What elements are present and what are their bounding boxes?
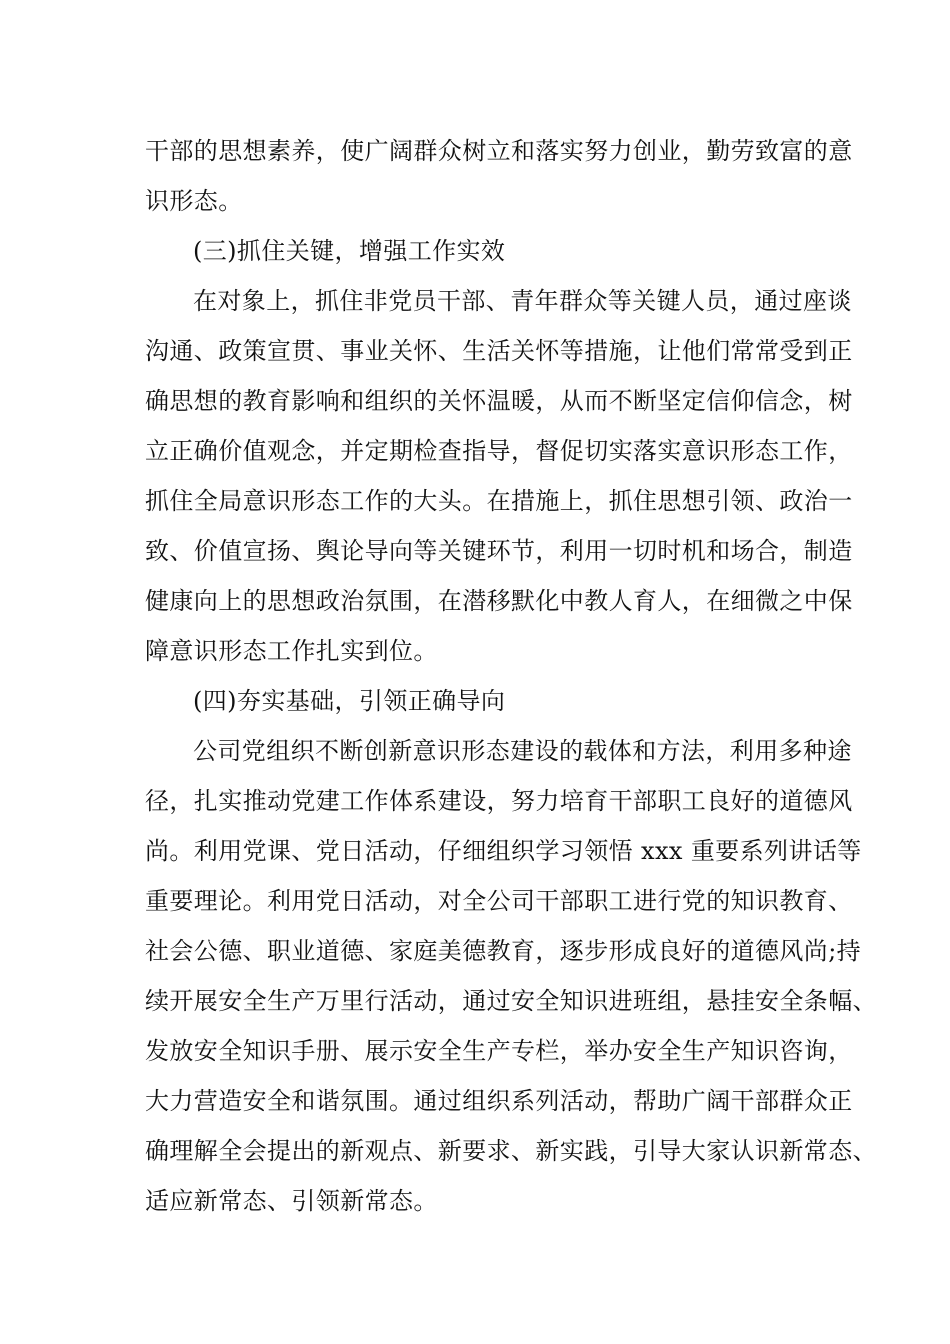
paragraph-line: 识形态。 — [145, 187, 243, 215]
paragraph-line: 重要理论。利用党日活动，对全公司干部职工进行党的知识教育、 — [145, 887, 853, 915]
paragraph-line: 社会公德、职业道德、家庭美德教育，逐步形成良好的道德风尚;持 — [145, 937, 862, 965]
section-heading: (三)抓住关键，增强工作实效 — [193, 237, 506, 265]
paragraph-line: 致、价值宣扬、舆论导向等关键环节，利用一切时机和场合，制造 — [145, 537, 853, 565]
paragraph-line: 发放安全知识手册、展示安全生产专栏，举办安全生产知识咨询， — [145, 1037, 853, 1065]
section-heading: (四)夯实基础，引领正确导向 — [193, 687, 506, 715]
paragraph-line: 抓住全局意识形态工作的大头。在措施上，抓住思想引领、政治一 — [145, 487, 853, 515]
paragraph-line: 干部的思想素养，使广阔群众树立和落实努力创业，勤劳致富的意 — [145, 137, 853, 165]
paragraph-line: 障意识形态工作扎实到位。 — [145, 637, 438, 665]
paragraph-line: 适应新常态、引领新常态。 — [145, 1187, 438, 1215]
paragraph-line: 确理解全会提出的新观点、新要求、新实践，引导大家认识新常态、 — [145, 1137, 877, 1165]
paragraph-line: 公司党组织不断创新意识形态建设的载体和方法，利用多种途 — [193, 737, 852, 765]
paragraph-line: 沟通、政策宣贯、事业关怀、生活关怀等措施，让他们常常受到正 — [145, 337, 853, 365]
paragraph-line: 续开展安全生产万里行活动，通过安全知识进班组，悬挂安全条幅、 — [145, 987, 877, 1015]
paragraph-line: 健康向上的思想政治氛围，在潜移默化中教人育人，在细微之中保 — [145, 587, 853, 615]
paragraph-line: 在对象上，抓住非党员干部、青年群众等关键人员，通过座谈 — [193, 287, 852, 315]
paragraph-line: 尚。利用党课、党日活动，仔细组织学习领悟 xxx 重要系列讲话等 — [145, 837, 862, 865]
paragraph-line: 立正确价值观念，并定期检查指导，督促切实落实意识形态工作， — [145, 437, 853, 465]
paragraph-line: 确思想的教育影响和组织的关怀温暖，从而不断坚定信仰信念，树 — [145, 387, 853, 415]
paragraph-line: 大力营造安全和谐氛围。通过组织系列活动，帮助广阔干部群众正 — [145, 1087, 853, 1115]
paragraph-line: 径，扎实推动党建工作体系建设，努力培育干部职工良好的道德风 — [145, 787, 853, 815]
